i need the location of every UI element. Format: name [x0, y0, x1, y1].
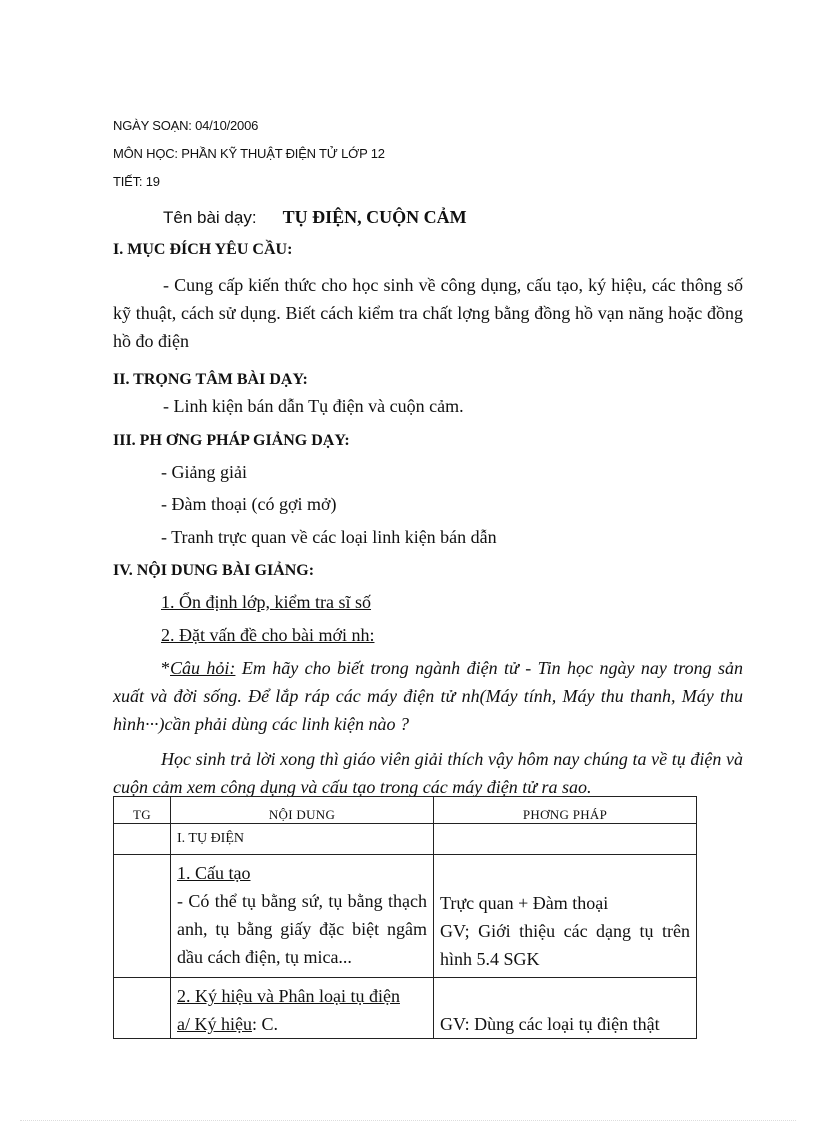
question-paragraph [113, 654, 743, 738]
header-method: PHƠNG PHÁP [434, 797, 697, 824]
header-time: TG [114, 797, 171, 824]
header-content: NỘI DUNG [171, 797, 434, 824]
lesson-plan-table [113, 796, 697, 1039]
method-item: - Tranh trực quan về các loại linh kiện bán dẫn [161, 527, 497, 547]
symbol-label: a/ Ký hiệu [177, 1014, 252, 1034]
section3-heading: III. PH ƠNG PHÁP GIẢNG DẠY: [113, 432, 350, 449]
question-marker: * [161, 658, 170, 678]
structure-title: 1. Cấu tạo [177, 863, 251, 883]
row-symbol-method: GV: Dùng các loại tụ điện thật [434, 978, 697, 1039]
subject-line: MÔN HỌC: PHẦN KỸ THUẬT ĐIỆN TỬ LỚP 12 [113, 146, 385, 161]
section2-text: - Linh kiện bán dẫn Tụ điện và cuộn cảm. [163, 396, 464, 416]
method-item: - Giảng giải [161, 462, 247, 482]
row-symbol-content [171, 978, 434, 1039]
structure-text: - Có thể tụ bằng sứ, tụ bằng thạch anh, tụ bằng giấy đặc biệt ngâm dầu cách điện, tụ mica... [177, 891, 427, 967]
question-label: Câu hỏi: [170, 658, 236, 678]
symbol-line [177, 1010, 427, 1038]
method-line: GV; Giới thiệu các dạng tụ trên hình 5.4 SGK [440, 921, 690, 969]
section4-heading: IV. NỘI DUNG BÀI GIẢNG: [113, 562, 315, 579]
table-row [114, 824, 697, 855]
period-line: TIẾT: 19 [113, 174, 160, 189]
lesson-title-label: Tên bài dạy: [163, 208, 257, 227]
symbol-value: : C. [251, 1014, 278, 1034]
method-item: - Đàm thoại (có gợi mở) [161, 494, 337, 514]
date-line: NGÀY SOẠN: 04/10/2006 [113, 118, 259, 133]
lesson-title [163, 207, 467, 228]
table-row [114, 855, 697, 978]
page-bottom-divider [20, 1120, 796, 1121]
section1-text: - Cung cấp kiến thức cho học sinh về công dụng, cấu tạo, ký hiệu, các thông số kỹ thuật, cách sử dụng. Biết cách kiểm tra chất lợng bằng đồng hồ vạn năng hoặc đồng hồ đo điện [113, 275, 743, 351]
row-capacitor-section: I. TỤ ĐIỆN [171, 824, 434, 855]
question-text: Em hãy cho biết trong ngành điện tử - Tin học ngày nay trong sản xuất và đời sống. Để lắp ráp các máy điện tử nh(Máy tính, Máy thu thanh, Máy thu hình···)cần phải dùng các linh kiện nào ? [113, 658, 743, 734]
answer-paragraph: Học sinh trả lời xong thì giáo viên giải thích vậy hôm nay chúng ta về tụ điện và cuộn cảm xem công dụng và cấu tạo trong các máy điện tử ra sao. [113, 749, 743, 797]
table-row [114, 978, 697, 1039]
symbol-title: 2. Ký hiệu và Phân loại tụ điện [177, 986, 400, 1006]
lesson-title-value: TỤ ĐIỆN, CUỘN CẢM [282, 207, 467, 227]
table-header-row [114, 797, 697, 824]
section1-heading: I. MỤC ĐÍCH YÊU CẦU: [113, 241, 293, 258]
step-introduce-problem: 2. Đặt vấn đề cho bài mới nh: [161, 625, 375, 645]
method-line: Trực quan + Đàm thoại [440, 893, 609, 913]
row-structure-content [171, 855, 434, 978]
section2-heading: II. TRỌNG TÂM BÀI DẠY: [113, 371, 308, 388]
step-stabilize-class: 1. Ổn định lớp, kiểm tra sĩ số [161, 592, 372, 612]
row-structure-method [434, 855, 697, 978]
